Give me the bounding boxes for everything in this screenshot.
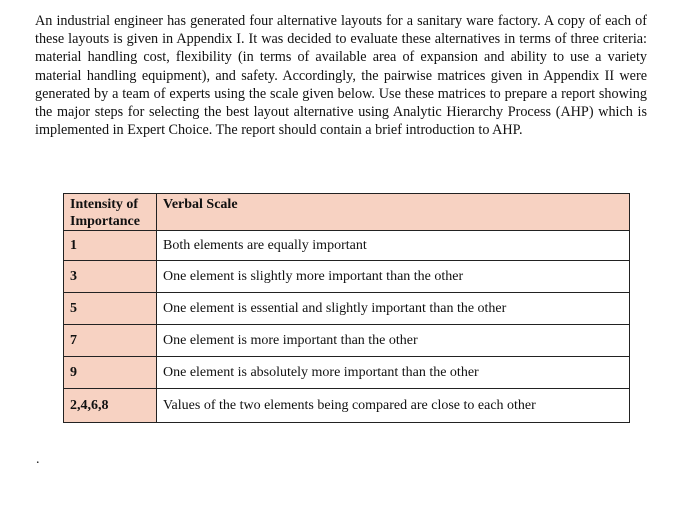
table-row [64, 293, 630, 325]
intensity-cell: 1 [64, 231, 157, 261]
intensity-cell: 5 [64, 293, 157, 325]
verbal-cell: Both elements are equally important [157, 231, 630, 261]
table-row [64, 231, 630, 261]
table-row [64, 357, 630, 389]
table-header-row [64, 194, 630, 231]
verbal-cell: One element is slightly more important than the other [157, 261, 630, 293]
header-verbal-scale: Verbal Scale [157, 194, 630, 231]
intensity-cell: 7 [64, 325, 157, 357]
intensity-cell: 2,4,6,8 [64, 389, 157, 423]
intensity-cell: 9 [64, 357, 157, 389]
intensity-cell: 3 [64, 261, 157, 293]
verbal-cell: Values of the two elements being compared are close to each other [157, 389, 630, 423]
table-row [64, 261, 630, 293]
stray-mark: . [36, 452, 40, 467]
table-row [64, 325, 630, 357]
table-row [64, 389, 630, 423]
verbal-cell: One element is more important than the other [157, 325, 630, 357]
header-intensity: Intensity of Importance [64, 194, 157, 231]
assignment-paragraph: An industrial engineer has generated four alternative layouts for a sanitary ware factory. A copy of each of these layouts is given in Appendix I. It was decided to evaluate these alternatives in terms of three criteria: material handling cost, flexibility (in terms of available area of expansion and ability to use a variety material handling equipment), and safety. Accordingly, the pairwise matrices given in Appendix II were generated by a team of experts using the scale given below. Use these matrices to prepare a report showing the major steps for selecting the best layout alternative using Analytic Hierarchy Process (AHP) which is implemented in Expert Choice. The report should contain a brief introduction to AHP. [35, 13, 647, 139]
ahp-scale-table [63, 193, 630, 423]
verbal-cell: One element is absolutely more important than the other [157, 357, 630, 389]
verbal-cell: One element is essential and slightly important than the other [157, 293, 630, 325]
